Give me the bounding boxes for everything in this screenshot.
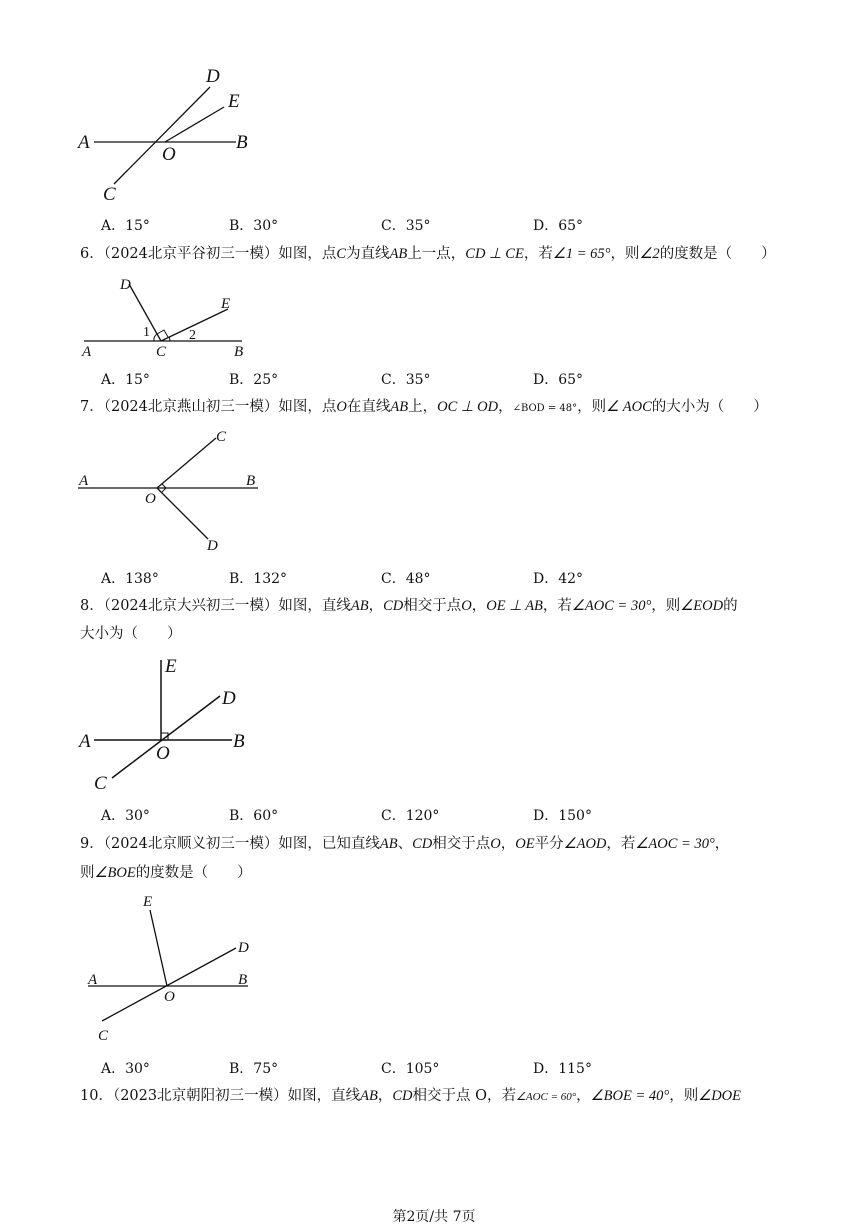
question-text: 如图，已知直线	[278, 836, 380, 852]
label-e: E	[221, 296, 231, 312]
question-text: 相交于点	[403, 598, 462, 614]
question-text: 上，	[408, 399, 438, 415]
math-term: ∠AOC = 30°	[635, 836, 715, 852]
question-9	[80, 834, 729, 854]
page-footer: 第2页/共 7页	[392, 1209, 476, 1225]
math-term: ∠ AOC	[606, 399, 652, 415]
question-text: ，	[498, 399, 513, 415]
figure-q8-svg	[70, 652, 270, 797]
question-text: 相交于点 O，若	[412, 1088, 516, 1104]
question-6	[80, 244, 776, 264]
label-b: B	[238, 972, 248, 988]
label-e: E	[165, 656, 177, 677]
label-d: D	[222, 688, 236, 709]
question-text: ，若	[523, 246, 553, 262]
choice-d[interactable]: D．150°	[533, 808, 592, 824]
question-source: （2024北京平谷初三一模）	[103, 246, 279, 262]
ray-oc	[157, 438, 216, 488]
label-c: C	[156, 344, 167, 360]
label-a: A	[79, 731, 91, 752]
label-c: C	[216, 429, 227, 445]
label-o: O	[156, 743, 170, 764]
label-o: O	[164, 989, 175, 1005]
question-number: 6．	[80, 246, 104, 262]
question-source: （2023北京朝阳初三一模）	[112, 1088, 288, 1104]
question-source: （2024北京顺义初三一模）	[103, 836, 279, 852]
choice-c[interactable]: C．35°	[381, 372, 431, 388]
label-a: A	[79, 473, 89, 489]
choice-a[interactable]: A．15°	[101, 218, 150, 234]
math-term: C	[336, 246, 347, 262]
choice-b[interactable]: B．30°	[229, 218, 279, 234]
question-text: 大小为（ ）	[80, 626, 182, 642]
figure-q7-svg	[70, 422, 270, 557]
question-number: 9．	[80, 836, 104, 852]
math-term: AB	[350, 598, 369, 614]
label-b: B	[236, 132, 248, 153]
question-text: 的	[723, 598, 738, 614]
ray-oe	[165, 107, 224, 142]
label-b: B	[246, 473, 256, 489]
figure-q6-svg	[70, 270, 270, 360]
math-term: AB	[360, 1088, 378, 1104]
label-d: D	[238, 940, 249, 956]
question-7	[80, 397, 768, 419]
choice-d[interactable]: D．115°	[533, 1061, 592, 1077]
math-term: ∠EOD	[680, 598, 724, 614]
figure-q9	[70, 888, 270, 1048]
label-c: C	[103, 184, 116, 205]
question-number: 7．	[80, 399, 104, 415]
question-text: ，若	[606, 836, 636, 852]
question-text: ，	[576, 1088, 591, 1104]
figure-q9-svg	[70, 888, 270, 1048]
question-9-line-2	[80, 863, 252, 883]
choice-c[interactable]: C．35°	[381, 218, 431, 234]
math-term-small: ∠AOC = 60°	[515, 1091, 577, 1103]
choice-c[interactable]: C．120°	[381, 808, 440, 824]
question-text: 如图，直线	[287, 1088, 361, 1104]
label-c: C	[98, 1028, 109, 1044]
question-text: 如图，点	[278, 246, 337, 262]
line-cd	[112, 696, 220, 778]
question-text: ，则	[651, 598, 681, 614]
math-term: ∠AOD	[563, 836, 607, 852]
choice-a[interactable]: A．30°	[101, 808, 150, 824]
choice-c[interactable]: C．48°	[381, 571, 431, 587]
question-source: （2024北京大兴初三一模）	[103, 598, 279, 614]
question-number: 8．	[80, 598, 104, 614]
math-term-small: ∠BOD = 48°	[512, 403, 578, 414]
math-term: OC ⊥ OD	[437, 399, 499, 415]
figure-q5-svg	[70, 62, 270, 207]
label-a: A	[88, 972, 98, 988]
math-term: ∠1 = 65°	[552, 246, 611, 262]
choice-b[interactable]: B．60°	[229, 808, 279, 824]
label-e: E	[143, 894, 153, 910]
question-text: ，	[714, 836, 730, 852]
question-text: 上一点，	[407, 246, 466, 262]
label-a: A	[82, 344, 92, 360]
math-term: ∠AOC = 30°	[571, 598, 652, 614]
question-text: ，	[471, 598, 487, 614]
question-text: ，若	[542, 598, 572, 614]
question-text: 在直线	[346, 399, 391, 415]
math-term: O	[490, 836, 501, 852]
label-d: D	[207, 538, 218, 554]
math-term: O	[336, 399, 347, 415]
choice-b[interactable]: B．132°	[229, 571, 288, 587]
question-text: ，则	[669, 1088, 699, 1104]
math-term: AB	[390, 399, 409, 415]
math-term: AB	[389, 246, 408, 262]
choice-a[interactable]: A．30°	[101, 1061, 150, 1077]
question-8	[80, 596, 738, 616]
choice-d[interactable]: D．65°	[533, 372, 584, 388]
question-text: 的度数是（ ）	[659, 246, 776, 262]
figure-q5	[70, 62, 270, 207]
question-text: 如图，点	[278, 399, 337, 415]
label-o: O	[162, 144, 176, 165]
choice-d[interactable]: D．42°	[533, 571, 584, 587]
math-term: CD	[383, 598, 404, 614]
question-source: （2024北京燕山初三一模）	[103, 399, 279, 415]
math-term: CD	[392, 1088, 413, 1104]
question-10	[80, 1086, 741, 1107]
label-d: D	[120, 277, 131, 293]
figure-q7	[70, 422, 270, 557]
choice-a[interactable]: A．138°	[101, 571, 159, 587]
question-text: 的大小为（ ）	[651, 399, 768, 415]
choice-a[interactable]: A．15°	[101, 372, 150, 388]
question-text: ，则	[577, 399, 607, 415]
math-term: OE	[515, 836, 535, 852]
label-angle-2: 2	[189, 328, 196, 343]
line-cd	[102, 948, 236, 1021]
question-text: 、	[397, 836, 413, 852]
choice-b[interactable]: B．75°	[229, 1061, 279, 1077]
question-number: 10．	[80, 1088, 113, 1104]
question-8-line-2	[80, 624, 182, 644]
label-o: O	[145, 491, 156, 507]
label-b: B	[233, 731, 245, 752]
question-text: 则	[80, 865, 95, 881]
question-text: 的度数是（ ）	[135, 865, 252, 881]
label-angle-1: 1	[143, 325, 150, 340]
question-text: ，	[368, 598, 384, 614]
angle-1-arc	[154, 334, 157, 341]
label-e: E	[228, 91, 240, 112]
choice-b[interactable]: B．25°	[229, 372, 279, 388]
label-a: A	[78, 132, 90, 153]
question-text: 相交于点	[432, 836, 491, 852]
label-b: B	[234, 344, 244, 360]
label-c: C	[94, 773, 107, 794]
question-text: ，	[377, 1088, 393, 1104]
label-d: D	[206, 66, 220, 87]
math-term: AB	[379, 836, 398, 852]
question-text: ，	[500, 836, 516, 852]
math-term: O	[461, 598, 472, 614]
figure-q6	[70, 270, 270, 360]
question-text: ，则	[610, 246, 640, 262]
question-text: 平分	[534, 836, 564, 852]
choice-d[interactable]: D．65°	[533, 218, 584, 234]
figure-q8	[70, 652, 270, 797]
math-term: ∠2	[639, 246, 660, 262]
math-term: ∠BOE = 40°	[590, 1088, 670, 1104]
math-term: ∠BOE	[94, 865, 136, 881]
choice-c[interactable]: C．105°	[381, 1061, 440, 1077]
question-text: 如图，直线	[278, 598, 351, 614]
math-term: OE ⊥ AB	[486, 598, 543, 614]
question-text: 为直线	[346, 246, 390, 262]
ray-oe	[150, 910, 167, 986]
math-term: CD	[412, 836, 433, 852]
ray-od	[157, 488, 208, 539]
line-cd	[114, 87, 210, 184]
math-term: CD ⊥ CE	[465, 246, 524, 262]
math-term: ∠DOE	[698, 1088, 742, 1104]
